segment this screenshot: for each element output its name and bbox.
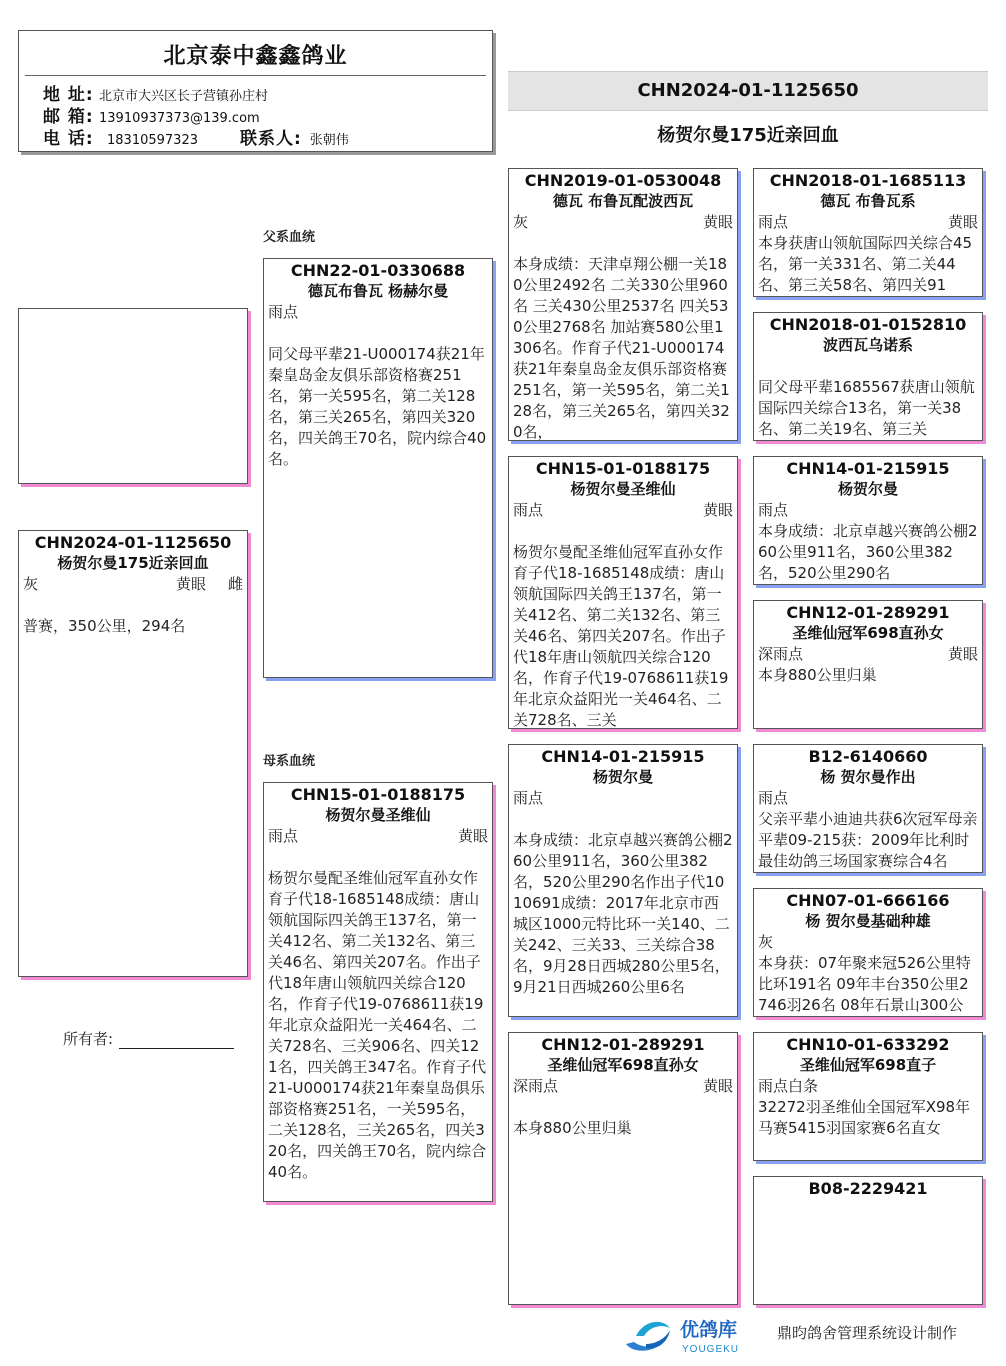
email-label: 邮 箱:: [43, 107, 94, 127]
pigeon-notes: 本身880公里归巢: [513, 1119, 632, 1137]
address-value: 北京市大兴区长子营镇孙庄村: [99, 89, 269, 104]
contact-label: 联系人:: [239, 129, 302, 149]
ring-subtitle: 杨贺尔曼175近亲回血: [657, 125, 839, 146]
pigeon-name: 杨贺尔曼圣维仙: [325, 806, 431, 824]
pigeon-eye: 黄眼: [457, 827, 488, 845]
pigeon-traits: [754, 500, 982, 521]
pigeon-ring-code: CHN12-01-289291: [786, 603, 950, 622]
pigeon-traits: [754, 212, 982, 233]
phone-label: 电 话:: [43, 129, 94, 149]
pigeon-ring-code: CHN2018-01-0152810: [769, 315, 967, 334]
owner-field: [63, 1028, 234, 1049]
pigeon-eye: 黄眼: [702, 501, 733, 519]
sire-card: [263, 258, 493, 678]
owner-signature-line: [119, 1034, 234, 1049]
pigeon-sex: 雌: [227, 575, 243, 593]
pigeon-name: 杨贺尔曼175近亲回血: [57, 554, 209, 572]
header-divider: [25, 75, 486, 76]
pigeon-color: 灰: [758, 933, 774, 951]
great-grandparent-dss-card: [753, 744, 983, 873]
pigeon-color: 深雨点: [513, 1077, 559, 1095]
pigeon-name: 圣维仙冠军698直子: [799, 1056, 937, 1074]
pigeon-notes: 本身成绩：天津卓翔公棚一关180公里2492名 二关330公里960名 三关430公里2537名 四关530公里2768名 加站赛580公里1306名。作育子代21-U000174获21年秦皇岛金友俱乐部资格赛251名，第一关595名，第二关128名，第三关265名，第四关320名，: [513, 255, 730, 441]
pigeon-color: 雨点白条: [758, 1077, 819, 1095]
pigeon-name: 圣维仙冠军698直孙女: [547, 1056, 699, 1074]
pigeon-name: 波西瓦乌诺系: [822, 336, 913, 354]
pigeon-traits: [509, 212, 737, 233]
pigeon-ring-code: CHN07-01-666166: [786, 891, 950, 910]
grandsire-paternal-card: [508, 168, 738, 441]
pigeon-notes: 同父母平辈21-U000174获21年秦皇岛金友俱乐部资格赛251名，第一关595名，第二关128名，第三关265名，第四关320名，四关鸽王70名，院内综合40名。: [268, 345, 487, 468]
pigeon-notes: 32272羽圣维仙全国冠军X98年马赛5415羽国家赛6名直女: [758, 1098, 971, 1137]
pigeon-name: 杨贺尔曼圣维仙: [570, 480, 676, 498]
pigeon-traits: [509, 1076, 737, 1097]
phone-value: 18310597323: [107, 133, 198, 148]
pigeon-ring-code: B12-6140660: [808, 747, 928, 766]
pigeon-name: 德瓦 布鲁瓦系: [820, 192, 916, 210]
pigeon-ring-code: CHN15-01-0188175: [535, 459, 711, 478]
pigeon-notes: 父亲平辈小迪迪共获6次冠军母亲平辈09-215获：2009年比利时最佳幼鸽三场国家赛综合4名: [758, 810, 978, 870]
pigeon-traits: [19, 574, 247, 595]
pigeon-ring-code: CHN2024-01-1125650: [34, 533, 232, 552]
pigeon-traits: [754, 932, 982, 953]
pigeon-eye: 黄眼: [702, 1077, 733, 1095]
great-grandparent-ddd-card: [753, 1176, 983, 1305]
pigeon-eye: 黄眼: [947, 645, 978, 663]
great-grandparent-dds-card: [753, 1032, 983, 1161]
pigeon-name: 杨贺尔曼: [837, 480, 898, 498]
pigeon-name: 德瓦 布鲁瓦配波西瓦: [552, 192, 694, 210]
pigeon-traits: [509, 788, 737, 809]
great-grandparent-sds-card: [753, 456, 983, 585]
pigeon-traits: [754, 788, 982, 809]
granddam-maternal-card: [508, 1032, 738, 1305]
pigeon-ring-code: CHN15-01-0188175: [290, 785, 466, 804]
pigeon-color: 雨点: [513, 501, 544, 519]
loft-header-card: [18, 30, 493, 152]
pigeon-ring-code: CHN2019-01-0530048: [524, 171, 722, 190]
pigeon-name: 杨 贺尔曼基础种雄: [805, 912, 931, 930]
great-grandparent-dsd-card: [753, 888, 983, 1017]
pigeon-notes: 本身880公里归巢: [758, 666, 877, 684]
pigeon-color: 深雨点: [758, 645, 804, 663]
dam-line-label: 母系血统: [263, 754, 316, 769]
pigeon-traits: [509, 500, 737, 521]
pigeon-color: 雨点: [758, 501, 789, 519]
footer-credit: 鼎昀鸽舍管理系统设计制作: [777, 1324, 958, 1342]
pigeon-eye: 黄眼: [175, 575, 206, 593]
pigeon-traits: [264, 302, 492, 323]
pigeon-traits: [754, 644, 982, 665]
address-label: 地 址:: [43, 85, 94, 105]
pigeon-traits: [264, 826, 492, 847]
pigeon-color: 雨点: [513, 789, 544, 807]
pigeon-ring-code: CHN14-01-215915: [786, 459, 950, 478]
pigeon-name: 德瓦布鲁瓦 杨赫尔曼: [307, 282, 449, 300]
owner-label: 所有者:: [63, 1030, 114, 1048]
pigeon-color: 雨点: [758, 213, 789, 231]
pigeon-notes: 杨贺尔曼配圣维仙冠军直孙女作育子代18-1685148成绩：唐山领航国际四关鸽王137名，第一关412名、第二关132名、第三关46名、第四关207名。作出子代18年唐山领航四关综合120名，作育子代19-0768611获19年北京众益阳光一关464名、二关728名、三关906名、四关121名，四关鸽王347名。作育子代21-U000174获21年秦皇岛俱乐部资格赛251名，一关595名，二关128名，三关265名，四关320名，四关鸽王70名，院内综合40名。: [268, 869, 487, 1181]
pigeon-notes: 杨贺尔曼配圣维仙冠军直孙女作育子代18-1685148成绩：唐山领航国际四关鸽王137名，第一关412名、第二关132名、第三关46名、第四关207名。作出子代18年唐山领航四关综合120名，作育子代19-0768611获19年北京众益阳光一关464名、二关728名、三关: [513, 543, 729, 729]
sire-line-label: 父系血统: [263, 230, 316, 245]
pigeon-traits: [754, 1076, 982, 1097]
pigeon-photo-frame: [18, 308, 248, 484]
pigeon-eye: 黄眼: [947, 213, 978, 231]
logo-brand-en: YOUGEKU: [682, 1344, 740, 1355]
subject-pigeon-card: [18, 530, 248, 977]
contact-value: 张朝伟: [309, 133, 349, 148]
pigeon-notes: 同父母平辈1685567获唐山领航国际四关综合13名，第一关38名、第二关19名、第三关: [758, 378, 975, 438]
pigeon-name: 圣维仙冠军698直孙女: [792, 624, 944, 642]
pigeon-notes: 本身成绩：北京卓越兴赛鸽公棚260公里911名，360公里382名，520公里290名作出子代1010691成绩：2017年北京市西城区1000元特比环一关140、二关242、三关33、三关综合38名，9月28日西城280公里5名，9月21日西城260公里6名: [513, 831, 733, 996]
pigeon-color: 灰: [23, 575, 39, 593]
pigeon-color: 雨点: [758, 789, 789, 807]
grandsire-maternal-card: [508, 744, 738, 1017]
pigeon-color: 雨点: [268, 303, 299, 321]
loft-contact-info: [43, 85, 349, 151]
dam-card: [263, 782, 493, 1202]
pigeon-eye: 黄眼: [702, 213, 733, 231]
great-grandparent-sss-card: [753, 168, 983, 297]
pigeon-ring-code: CHN2018-01-1685113: [769, 171, 967, 190]
great-grandparent-sdd-card: [753, 600, 983, 729]
email-value: 13910937373@139.com: [99, 111, 260, 126]
pigeon-notes: 本身获唐山领航国际四关综合45名，第一关331名、第二关44名、第三关58名、第四关91: [758, 234, 973, 294]
pigeon-ring-code: CHN14-01-215915: [541, 747, 705, 766]
pigeon-notes: 普赛，350公里，294名: [23, 617, 186, 635]
ring-number-banner: CHN2024-01-1125650: [508, 71, 988, 111]
loft-name: 北京泰中鑫鑫鸽业: [163, 44, 348, 69]
pigeon-ring-code: B08-2229421: [808, 1179, 928, 1198]
pigeon-ring-code: CHN22-01-0330688: [290, 261, 466, 280]
pigeon-color: 雨点: [268, 827, 299, 845]
logo-brand-cn: 优鸽库: [680, 1320, 738, 1341]
great-grandparent-ssd-card: [753, 312, 983, 441]
pigeon-name: 杨 贺尔曼作出: [820, 768, 916, 786]
pigeon-notes: 本身获：07年聚来冠526公里特比环191名 09年丰台350公里2746羽26名 08年石景山300公: [758, 954, 971, 1014]
pigeon-ring-code: CHN12-01-289291: [541, 1035, 705, 1054]
pigeon-ring-code: CHN10-01-633292: [786, 1035, 950, 1054]
pigeon-notes: 本身成绩：北京卓越兴赛鸽公棚260公里911名，360公里382名，520公里290名: [758, 522, 978, 582]
pigeon-name: 杨贺尔曼: [592, 768, 653, 786]
yougeku-logo-icon: [622, 1314, 752, 1358]
pigeon-color: 灰: [513, 213, 529, 231]
granddam-paternal-card: [508, 456, 738, 729]
